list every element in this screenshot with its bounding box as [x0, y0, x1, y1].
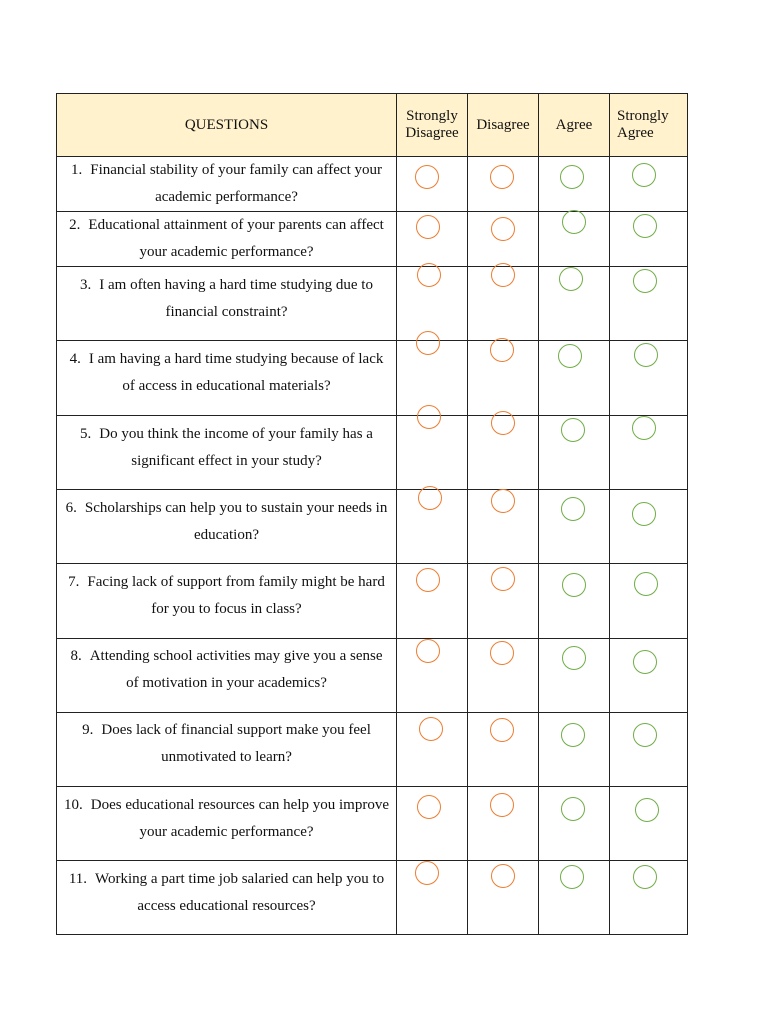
question-text: Does educational resources can help you improve your academic performance?	[90, 797, 389, 840]
radio-disagree-circle-icon[interactable]	[491, 864, 515, 888]
choice-cell-strongly-agree	[610, 212, 688, 267]
radio-strongly-agree-circle-icon[interactable]	[635, 798, 659, 822]
radio-agree-circle-icon[interactable]	[561, 497, 585, 521]
table-row	[57, 713, 688, 787]
question-text-block	[57, 639, 396, 697]
choice-cell-strongly-disagree	[397, 787, 468, 861]
question-cell	[57, 564, 397, 639]
radio-strongly-agree-circle-icon[interactable]	[633, 269, 657, 293]
question-number: 6.	[65, 500, 77, 516]
choice-cell-disagree	[468, 787, 539, 861]
radio-disagree-circle-icon[interactable]	[490, 165, 514, 189]
radio-agree-circle-icon[interactable]	[562, 646, 586, 670]
question-text: I am often having a hard time studying due to financial constraint?	[99, 277, 373, 320]
choice-cell-strongly-disagree	[397, 416, 468, 490]
radio-strongly-agree-circle-icon[interactable]	[632, 416, 656, 440]
choice-cell-disagree	[468, 212, 539, 267]
radio-agree-circle-icon[interactable]	[560, 865, 584, 889]
radio-disagree-circle-icon[interactable]	[491, 411, 515, 435]
header-strongly-disagree-line1: Strongly	[406, 108, 458, 124]
table-row	[57, 157, 688, 212]
question-cell	[57, 490, 397, 564]
radio-disagree-circle-icon[interactable]	[491, 263, 515, 287]
question-cell	[57, 787, 397, 861]
choice-cell-agree	[539, 564, 610, 639]
question-number: 11.	[68, 871, 88, 887]
question-text: Scholarships can help you to sustain your needs in education?	[84, 500, 388, 543]
choice-cell-strongly-agree	[610, 564, 688, 639]
radio-strongly-agree-circle-icon[interactable]	[634, 572, 658, 596]
radio-strongly-agree-circle-icon[interactable]	[634, 343, 658, 367]
choice-cell-disagree	[468, 267, 539, 341]
question-text-block	[57, 341, 396, 400]
question-text-block	[57, 713, 396, 771]
radio-strongly-agree-circle-icon[interactable]	[633, 214, 657, 238]
choice-cell-agree	[539, 157, 610, 212]
choice-cell-strongly-disagree	[397, 564, 468, 639]
table-row	[57, 416, 688, 490]
choice-cell-agree	[539, 861, 610, 935]
question-text-block	[57, 564, 396, 623]
question-number: 5.	[80, 426, 92, 442]
radio-agree-circle-icon[interactable]	[561, 723, 585, 747]
question-text: Does lack of financial support make you feel unmotivated to learn?	[101, 722, 371, 765]
choice-cell-strongly-agree	[610, 416, 688, 490]
radio-strongly-disagree-circle-icon[interactable]	[418, 486, 442, 510]
question-number: 4.	[69, 351, 81, 367]
radio-strongly-disagree-circle-icon[interactable]	[416, 331, 440, 355]
radio-strongly-disagree-circle-icon[interactable]	[419, 717, 443, 741]
choice-cell-strongly-disagree	[397, 713, 468, 787]
choice-cell-disagree	[468, 157, 539, 212]
table-row	[57, 267, 688, 341]
header-strongly-disagree-line2: Disagree	[405, 125, 459, 141]
question-text: Do you think the income of your family has a significant effect in your study?	[99, 426, 373, 469]
choice-cell-agree	[539, 341, 610, 416]
radio-strongly-agree-circle-icon[interactable]	[633, 723, 657, 747]
question-number: 3.	[80, 277, 92, 293]
choice-cell-disagree	[468, 490, 539, 564]
radio-disagree-circle-icon[interactable]	[491, 567, 515, 591]
question-cell	[57, 639, 397, 713]
header-disagree-label: Disagree	[476, 116, 530, 133]
radio-disagree-circle-icon[interactable]	[490, 641, 514, 665]
radio-strongly-agree-circle-icon[interactable]	[633, 650, 657, 674]
question-text-block	[57, 267, 396, 326]
radio-agree-circle-icon[interactable]	[562, 573, 586, 597]
question-text: Working a part time job salaried can help you to access educational resources?	[95, 871, 385, 914]
choice-cell-strongly-agree	[610, 490, 688, 564]
radio-strongly-agree-circle-icon[interactable]	[633, 865, 657, 889]
radio-disagree-circle-icon[interactable]	[490, 718, 514, 742]
radio-disagree-circle-icon[interactable]	[490, 338, 514, 362]
table-row	[57, 564, 688, 639]
choice-cell-agree	[539, 787, 610, 861]
choice-cell-disagree	[468, 639, 539, 713]
question-text-block	[57, 212, 396, 266]
choice-cell-strongly-agree	[610, 157, 688, 212]
radio-agree-circle-icon[interactable]	[560, 165, 584, 189]
question-number: 8.	[70, 648, 82, 664]
question-number: 10.	[64, 797, 83, 813]
survey-table	[56, 93, 688, 935]
table-header	[57, 94, 688, 157]
question-cell	[57, 713, 397, 787]
question-text-block	[57, 787, 396, 846]
table-row	[57, 212, 688, 267]
question-cell	[57, 341, 397, 416]
choice-cell-agree	[539, 267, 610, 341]
radio-agree-circle-icon[interactable]	[558, 344, 582, 368]
choice-cell-disagree	[468, 564, 539, 639]
choice-cell-strongly-disagree	[397, 267, 468, 341]
header-disagree	[468, 94, 539, 157]
header-agree-label: Agree	[555, 116, 593, 133]
choice-cell-strongly-agree	[610, 267, 688, 341]
radio-strongly-disagree-circle-icon[interactable]	[416, 639, 440, 663]
choice-cell-strongly-disagree	[397, 861, 468, 935]
question-text: I am having a hard time studying because of lack of access in educational materials?	[88, 351, 384, 394]
table-row	[57, 639, 688, 713]
radio-disagree-circle-icon[interactable]	[491, 489, 515, 513]
radio-strongly-disagree-circle-icon[interactable]	[417, 795, 441, 819]
header-questions: QUESTIONS	[57, 94, 397, 157]
choice-cell-strongly-agree	[610, 861, 688, 935]
radio-strongly-disagree-circle-icon[interactable]	[417, 405, 441, 429]
header-strongly-disagree	[397, 94, 468, 157]
header-strongly-agree-line1: Strongly	[617, 108, 669, 124]
table-row	[57, 490, 688, 564]
choice-cell-strongly-disagree	[397, 341, 468, 416]
question-cell	[57, 861, 397, 935]
question-text: Facing lack of support from family might be hard for you to focus in class?	[87, 574, 385, 617]
radio-strongly-disagree-circle-icon[interactable]	[415, 861, 439, 885]
question-text-block	[57, 416, 396, 475]
choice-cell-disagree	[468, 713, 539, 787]
choice-cell-strongly-agree	[610, 787, 688, 861]
radio-strongly-disagree-circle-icon[interactable]	[416, 215, 440, 239]
question-cell	[57, 157, 397, 212]
choice-cell-strongly-agree	[610, 713, 688, 787]
question-cell	[57, 416, 397, 490]
table-row	[57, 787, 688, 861]
question-text: Educational attainment of your parents can affect your academic performance?	[88, 217, 384, 260]
radio-disagree-circle-icon[interactable]	[491, 217, 515, 241]
table-body	[57, 157, 688, 935]
choice-cell-agree	[539, 639, 610, 713]
choice-cell-strongly-disagree	[397, 639, 468, 713]
header-agree	[539, 94, 610, 157]
choice-cell-agree	[539, 713, 610, 787]
question-text-block	[57, 861, 396, 920]
radio-strongly-agree-circle-icon[interactable]	[632, 163, 656, 187]
choice-cell-strongly-agree	[610, 341, 688, 416]
radio-agree-circle-icon[interactable]	[561, 797, 585, 821]
table-row	[57, 341, 688, 416]
choice-cell-strongly-agree	[610, 639, 688, 713]
question-number: 9.	[82, 722, 94, 738]
radio-agree-circle-icon[interactable]	[562, 210, 586, 234]
header-strongly-agree	[610, 94, 688, 157]
table-row	[57, 861, 688, 935]
choice-cell-agree	[539, 416, 610, 490]
choice-cell-strongly-disagree	[397, 490, 468, 564]
header-strongly-agree-line2: Agree	[617, 125, 654, 141]
question-number: 2.	[69, 217, 81, 233]
question-number: 1.	[71, 162, 83, 178]
choice-cell-strongly-disagree	[397, 157, 468, 212]
question-cell	[57, 212, 397, 267]
choice-cell-strongly-disagree	[397, 212, 468, 267]
radio-strongly-disagree-circle-icon[interactable]	[415, 165, 439, 189]
radio-strongly-disagree-circle-icon[interactable]	[416, 568, 440, 592]
choice-cell-disagree	[468, 341, 539, 416]
question-number: 7.	[68, 574, 80, 590]
radio-agree-circle-icon[interactable]	[559, 267, 583, 291]
question-text: Attending school activities may give you a sense of motivation in your academics?	[89, 648, 383, 691]
question-text: Financial stability of your family can affect your academic performance?	[90, 162, 382, 205]
choice-cell-disagree	[468, 416, 539, 490]
radio-strongly-agree-circle-icon[interactable]	[632, 502, 656, 526]
question-text-block	[57, 157, 396, 211]
choice-cell-disagree	[468, 861, 539, 935]
question-text-block	[57, 490, 396, 549]
choice-cell-agree	[539, 490, 610, 564]
radio-disagree-circle-icon[interactable]	[490, 793, 514, 817]
choice-cell-agree	[539, 212, 610, 267]
header-row	[57, 94, 688, 157]
radio-agree-circle-icon[interactable]	[561, 418, 585, 442]
radio-strongly-disagree-circle-icon[interactable]	[417, 263, 441, 287]
question-cell	[57, 267, 397, 341]
